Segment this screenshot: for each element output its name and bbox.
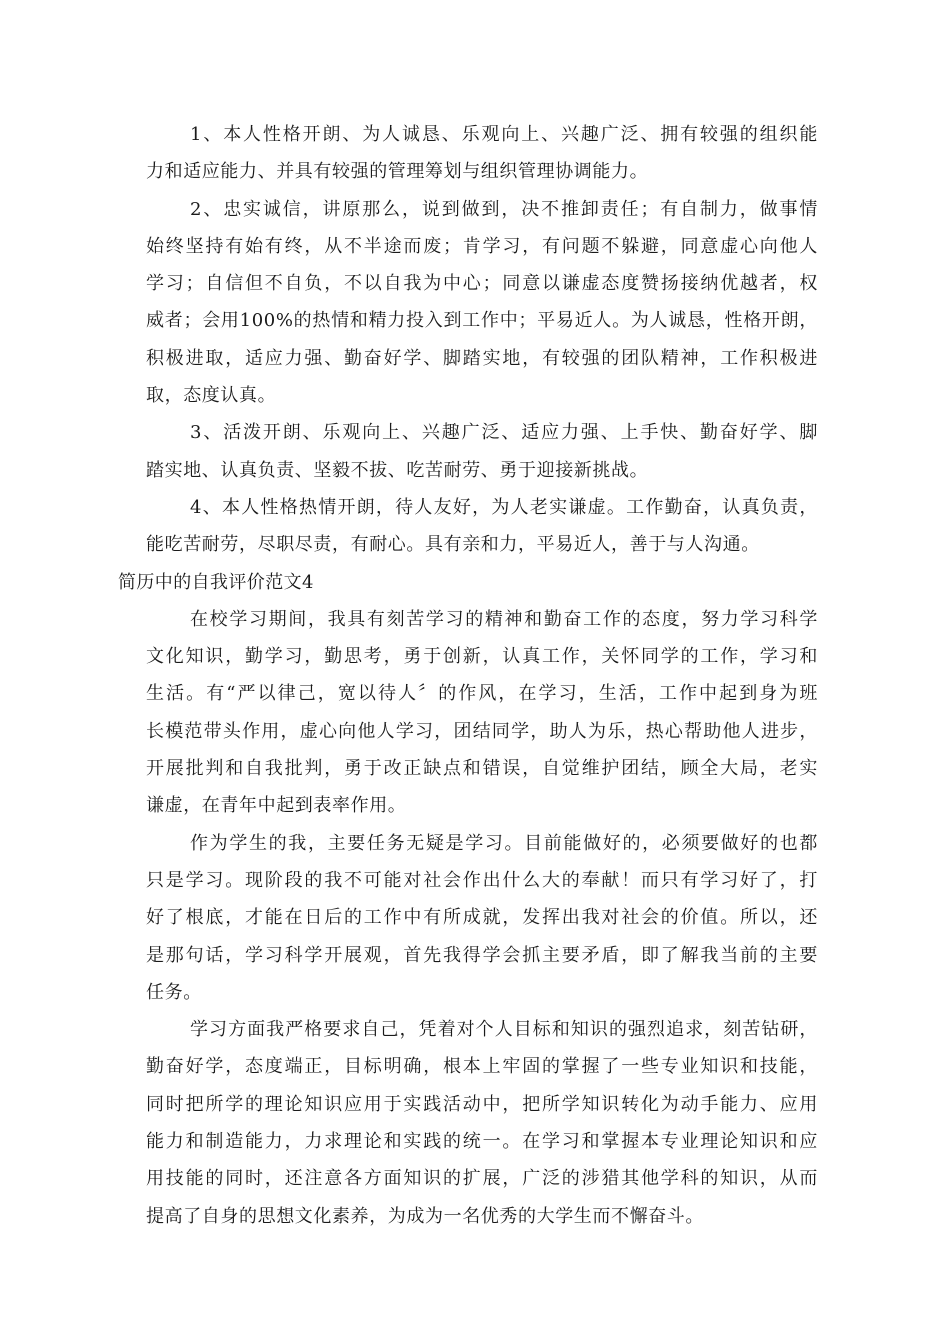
paragraph-line: 学习方面我严格要求自己，凭着对个人目标和知识的强烈追求，刻苦钻研，	[190, 1019, 818, 1041]
paragraph-line: 能力和制造能力，力求理论和实践的统一。在学习和掌握本专业理论知识和应	[146, 1131, 818, 1153]
paragraph-line: 威者；会用100%的热情和精力投入到工作中；平易近人。为人诚恳，性格开朗，	[146, 310, 818, 332]
paragraph-3	[146, 414, 818, 489]
paragraph-line: 始终坚持有始有终，从不半途而废；肯学习，有问题不躲避，同意虚心向他人	[146, 235, 818, 257]
paragraph-line: 3、活泼开朗、乐观向上、兴趣广泛、适应力强、上手快、勤奋好学、脚	[190, 422, 818, 444]
paragraph-line: 2、忠实诚信，讲原那么，说到做到，决不推卸责任；有自制力，做事情	[190, 198, 818, 220]
paragraph-line: 用技能的同时，还注意各方面知识的扩展，广泛的涉猎其他学科的知识，从而	[146, 1168, 818, 1190]
paragraph-line: 是那句话，学习科学开展观，首先我得学会抓主要矛盾，即了解我当前的主要	[146, 944, 818, 966]
paragraph-line: 在校学习期间，我具有刻苦学习的精神和勤奋工作的态度，努力学习科学	[190, 608, 818, 630]
paragraph-1	[146, 116, 818, 191]
paragraph-line: 力和适应能力、并具有较强的管理筹划与组织管理协调能力。	[146, 161, 649, 183]
paragraph-4	[146, 489, 818, 564]
paragraph-line: 1、本人性格开朗、为人诚恳、乐观向上、兴趣广泛、拥有较强的组织能	[190, 124, 818, 145]
paragraph-line: 能吃苦耐劳，尽职尽责，有耐心。具有亲和力，平易近人，善于与人沟通。	[146, 534, 760, 556]
paragraph-line: 生活。有“严以律己，宽以待人〞的作风，在学习，生活，工作中起到身为班	[146, 683, 818, 705]
paragraph-line: 文化知识，勤学习，勤思考，勇于创新，认真工作，关怀同学的工作，学习和	[146, 646, 818, 668]
paragraph-line: 勤奋好学，态度端正，目标明确，根本上牢固的掌握了一些专业知识和技能，	[146, 1056, 818, 1078]
paragraph-line: 学习；自信但不自负，不以自我为中心；同意以谦虚态度赞扬接纳优越者，权	[146, 273, 818, 295]
paragraph-line: 只是学习。现阶段的我不可能对社会作出什么大的奉献！而只有学习好了，打	[146, 869, 818, 891]
paragraph-7	[146, 1011, 818, 1235]
paragraph-line: 同时把所学的理论知识应用于实践活动中，把所学知识转化为动手能力、应用	[146, 1093, 818, 1115]
document-body	[118, 116, 818, 1235]
paragraph-line: 谦虚，在青年中起到表率作用。	[146, 795, 407, 817]
paragraph-line: 取，态度认真。	[146, 385, 277, 407]
paragraph-line: 作为学生的我，主要任务无疑是学习。目前能做好的，必须要做好的也都	[190, 832, 818, 854]
paragraph-line: 长模范带头作用，虚心向他人学习，团结同学，助人为乐，热心帮助他人进步，	[146, 720, 818, 742]
paragraph-line: 积极进取，适应力强、勤奋好学、脚踏实地，有较强的团队精神，工作积极进	[146, 347, 818, 369]
paragraph-line: 4、本人性格热情开朗，待人友好，为人老实谦虚。工作勤奋，认真负责，	[190, 496, 818, 518]
paragraph-line: 提高了自身的思想文化素养，为成为一名优秀的大学生而不懈奋斗。	[146, 1205, 704, 1227]
paragraph-5	[146, 601, 818, 825]
paragraph-2	[146, 191, 818, 415]
paragraph-line: 好了根底，才能在日后的工作中有所成就，发挥出我对社会的价值。所以，还	[146, 907, 818, 929]
paragraph-6	[146, 825, 818, 1011]
paragraph-line: 任务。	[146, 981, 202, 1003]
section-heading: 简历中的自我评价范文4	[118, 571, 314, 593]
paragraph-line: 开展批判和自我批判，勇于改正缺点和错误，自觉维护团结，顾全大局，老实	[146, 758, 818, 780]
paragraph-line: 踏实地、认真负责、坚毅不拔、吃苦耐劳、勇于迎接新挑战。	[146, 459, 649, 481]
